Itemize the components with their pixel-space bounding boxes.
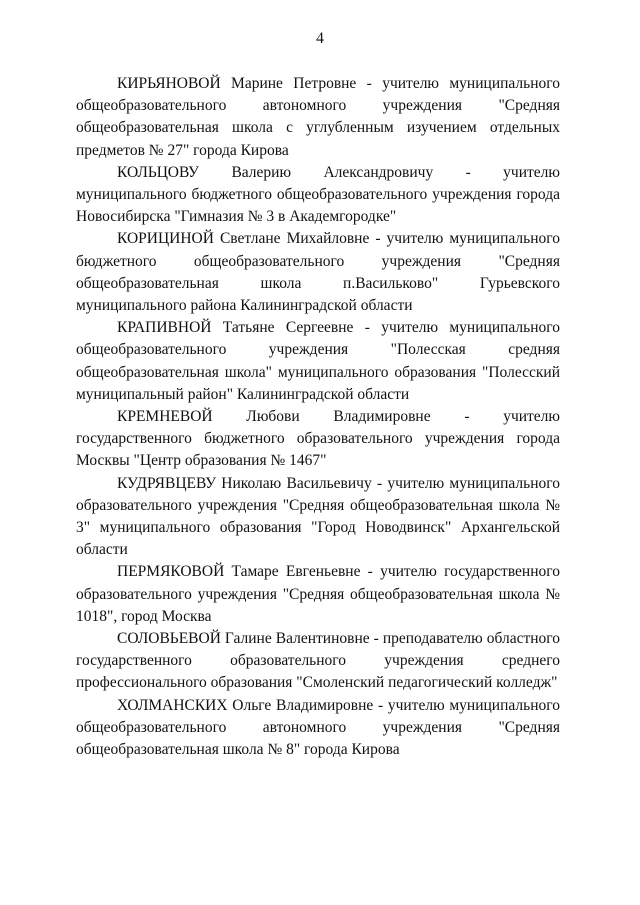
award-entry: КРЕМНЕВОЙ Любови Владимировне - учителю государственного бюджетного образовательного учреждения города Москвы "Центр образования № 1467" <box>76 408 560 470</box>
page-number: 4 <box>316 30 324 47</box>
award-entry: КРАПИВНОЙ Татьяне Сергеевне - учителю муниципального общеобразовательного учреждения "Полесская средняя общеобразовательная школа" муниципального образования "Полесский муниципальный район" Калининградской области <box>76 319 560 403</box>
award-entry: СОЛОВЬЕВОЙ Галине Валентиновне - преподавателю областного государственного образовательного учреждения среднего профессионального образования "Смоленский педагогический колледж" <box>76 630 560 692</box>
award-entry: КОРИЦИНОЙ Светлане Михайловне - учителю муниципального бюджетного общеобразовательного учреждения "Средняя общеобразовательная школа п.Васильково" Гурьевского муниципального района Калининградской области <box>76 230 560 315</box>
award-entry: ПЕРМЯКОВОЙ Тамаре Евгеньевне - учителю государственного образовательного учреждения "Средняя общеобразовательная школа № 1018", город Москва <box>76 563 560 625</box>
award-entry: ХОЛМАНСКИХ Ольге Владимировне - учителю муниципального общеобразовательного автономного учреждения "Средняя общеобразовательная школа № 8" города Кирова <box>76 696 560 759</box>
award-entry: КУДРЯВЦЕВУ Николаю Васильевичу - учителю муниципального образовательного учреждения "Средняя общеобразовательная школа № 3" муниципального образования "Город Новодвинск" Архангельской области <box>76 474 560 559</box>
award-entry: КОЛЬЦОВУ Валерию Александровичу - учителю муниципального бюджетного общеобразовательного учреждения города Новосибирска "Гимназия № 3 в Академгородке" <box>76 163 560 226</box>
award-list <box>76 73 560 761</box>
award-entry: КИРЬЯНОВОЙ Марине Петровне - учителю муниципального общеобразовательного автономного учреждения "Средняя общеобразовательная школа с углубленным изучением отдельных предметов № 27" города Кирова <box>76 75 560 159</box>
